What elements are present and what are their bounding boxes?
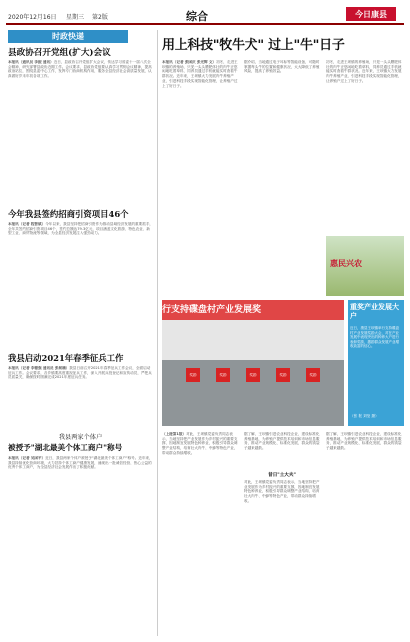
bottom-col-2b: 对此，王坝镇党委负责同志表示，当地坚持把产业发展作为乡村振兴的重要支撑，因地制宜发展特色种养业，积极引导群众调整产业结构，培育壮大肉牛、中蜂等特色产业，带动群众持续增收。: [244, 480, 320, 503]
award-board-2: 奖励: [216, 368, 230, 382]
story1-text: 近日，县政协召开党组扩大会议，传达学习省委十一届八次全会精神，研究部署县政协近期工作。会议要求，县政协党组要认真学习贯彻会议精神，提高政治站位，围绕县委中心工作，发挥专门协商机构作用，服务全县经济社会高质量发展，认真做好岁末年初各项工作。: [8, 60, 152, 79]
masthead-logo: 今日康县: [346, 7, 396, 21]
lead-col-3: 初冬，走进王坝镇的养殖场，只见一头头膘肥体壮的肉牛正悠闲地吃着草料，饲养员通过手机就能实时查看牛群状况。近年来，王坝镇大力发展肉牛养殖产业，引进科技手段实现智能化管理，让养殖户过上了好日子。: [326, 60, 402, 83]
story1-byline: 本报讯（通讯员 李振 通讯）: [8, 60, 54, 64]
inset-photo: [326, 236, 404, 296]
bottom-col-1: [162, 432, 238, 634]
bottom-body-1: 对此，王坝镇党委负责同志表示，当地坚持把产业发展作为乡村振兴的重要支撑，因地制宜发展特色种养业，积极引导群众调整产业结构，培育壮大肉牛、中蜂等特色产业，带动群众持续增收。: [162, 432, 238, 455]
story3-byline: 本报讯（记者 李德强 通讯员 张柯楠）: [8, 366, 70, 370]
sidebar-credit: （张 报 刘莹 摄）: [350, 414, 379, 418]
inset-caption: 惠民兴农: [330, 258, 362, 268]
story3-title: 我县启动2021年春季征兵工作: [8, 353, 124, 363]
story2-text: 今年以来，我县坚持把招商引资作为推动县域经济发展的重要抓手，全年共签约招商引资项目46个，签约总额达79.3亿元，项目涵盖文化旅游、特色农业、新型工业、商贸物流等领域，为全县经济发展注入强劲动力。: [8, 222, 153, 236]
lead-byline: 本报讯（记者 张国庆 张光辉 文）: [162, 60, 217, 64]
header-rule: [6, 23, 404, 25]
story4-text: 近日，我县两家个体户被授予"湖北最美个体工商户"称号。近年来，我县持续优化营商环境，大力扶持个体工商户健康发展，涌现出一批诚信经营、热心公益的优秀个体工商户，为全县经济社会发展作出了积极贡献。: [8, 456, 153, 470]
award-board-3: 奖励: [246, 368, 260, 382]
story2-byline: 本报讯（记者 程智斌）: [8, 222, 46, 226]
award-board-5: 奖励: [306, 368, 320, 382]
story1-title: 县政协召开党组(扩大)会议: [8, 48, 111, 58]
lead-body: 初冬，走进王坝镇的养殖场，只见一头头膘肥体壮的肉牛正悠闲地吃着草料，饲养员通过手机就能实时查看牛群状况。近年来，王坝镇大力发展肉牛养殖产业，引进科技手段实现智能化管理，让养殖户过上了好日子。: [162, 60, 238, 88]
column-divider: [157, 30, 158, 636]
story4-byline: 本报讯（记者 吴国平）: [8, 456, 46, 460]
bottom-col-3: 据了解，王坝镇引进农业科技企业，建设标准化养殖基地，为养殖户提供技术培训和市场信息服务，推动产业规模化、标准化发展，群众的钱袋子越来越鼓。: [326, 432, 402, 451]
story2-title: 今年我县签约招商引资项目46个: [8, 209, 129, 219]
news-brief-banner: 时政快递: [8, 30, 128, 43]
lead-headline: 用上科技"牧牛犬" 过上"牛"日子: [162, 38, 345, 53]
sidebar-title: 重奖产业发展大户: [350, 303, 399, 320]
story1-body: [8, 60, 153, 190]
issue-weekday: 星期三: [66, 14, 85, 21]
bottom-kicker: （上接第1版）: [162, 432, 187, 436]
story3-body: [8, 366, 153, 426]
story2-body: [8, 222, 153, 332]
sidebar-body: 近日，康县王坝镇举行支持碟盘村产业发展奖励大会，对在产业发展中表现突出的种养大户进行表彰奖励，激励群众发展产业增收致富的信心。: [350, 326, 399, 349]
bottom-subhead: 昔日"土大夫": [268, 473, 296, 478]
story4-kicker: 我县两家个体户: [58, 434, 103, 441]
award-board-1: 奖励: [186, 368, 200, 382]
bottom-col-2a: 据了解，王坝镇引进农业科技企业，建设标准化养殖基地，为养殖户提供技术培训和市场信息服务，推动产业规模化、标准化发展，群众的钱袋子越来越鼓。: [244, 432, 320, 451]
award-sidebar: [348, 300, 404, 426]
award-board-4: 奖励: [276, 368, 290, 382]
section-title: 综合: [186, 10, 208, 23]
award-banner: 行支持碟盘村产业发展奖: [162, 300, 344, 320]
photo-wall: [162, 320, 344, 360]
story4-title: 被授予"湖北最美个体工商户"称号: [8, 443, 123, 452]
award-photo: [162, 300, 344, 426]
lead-col-1: [162, 60, 240, 296]
lead-col-2: 据介绍，当地通过电子耳标等智能设备，可随时掌握每头牛的位置和健康状况，大大降低了养殖风险，提高了养殖效益。: [244, 60, 320, 74]
story4-body: [8, 456, 153, 634]
page-number: 第2版: [92, 14, 108, 21]
story3-text: 我县日前召开2021年春季征兵工作会议，全面启动征兵工作。会议要求，各乡镇要高度重视征兵工作，深入开展兵役登记和宣传动员，严把兵员质量关，确保按时圆满完成2021年度征兵任务。: [8, 366, 152, 380]
issue-date: 2020年12月16日: [8, 14, 57, 21]
